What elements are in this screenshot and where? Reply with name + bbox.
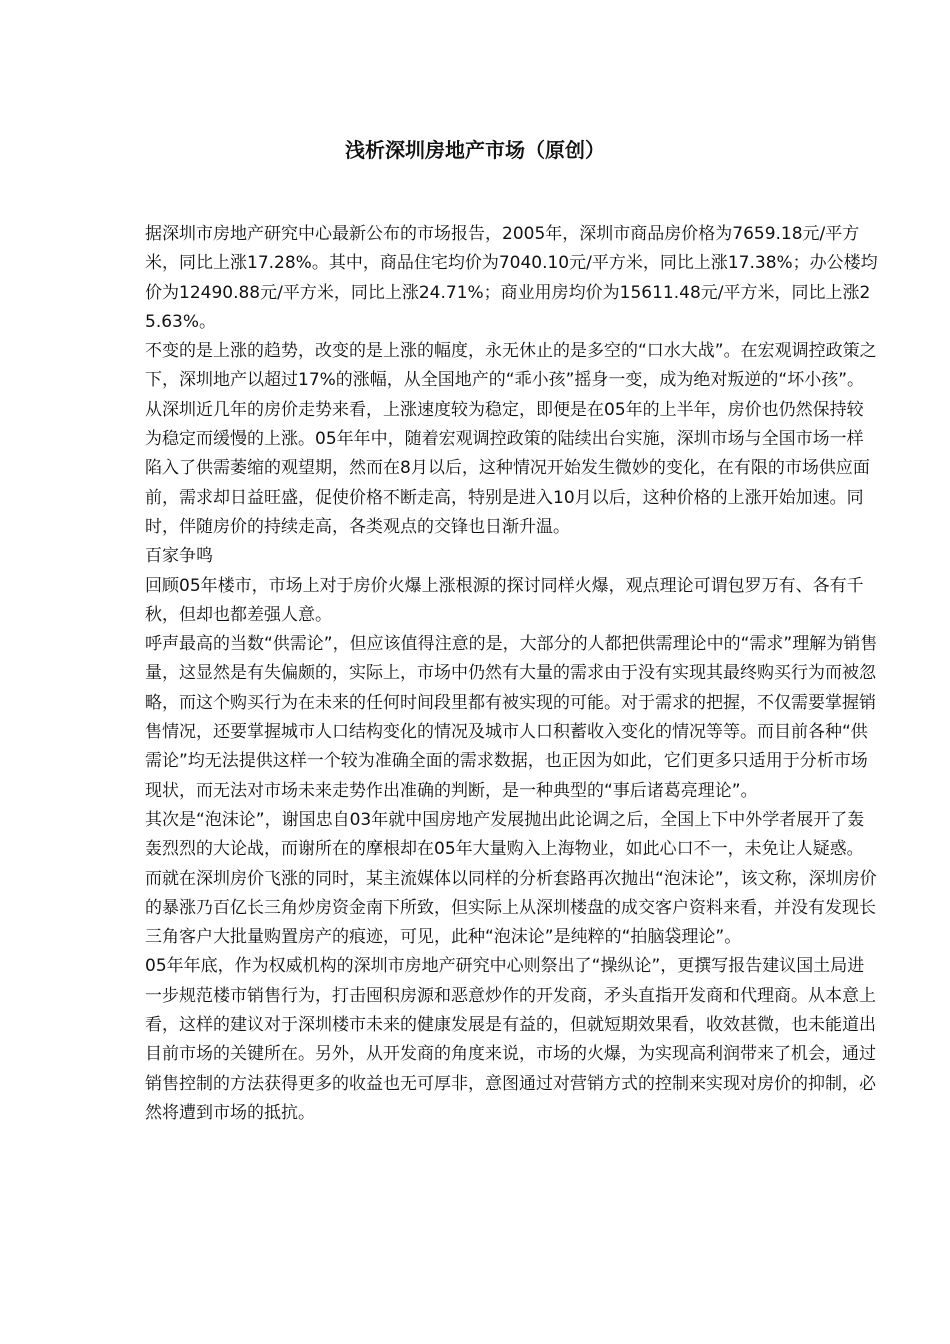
- paragraph: 不变的是上涨的趋势，改变的是上涨的幅度，永无休止的是多空的“口水大战”。在宏观调控政策之下，深圳地产以超过17%的涨幅，从全国地产的“乖小孩”摇身一变，成为绝对叛逆的“坏小孩”。: [145, 341, 877, 391]
- paragraph: 其次是“泡沫论”，谢国忠自03年就中国房地产发展抛出此论调之后，全国上下中外学者展开了轰轰烈烈的大论战，而谢所在的摩根却在05年大量购入上海物业，如此心口不一，未免让人疑惑。而就在深圳房价飞涨的同时，某主流媒体以同样的分析套路再次抛出“泡沫论”，该文称，深圳房价的暴涨乃百亿长三角炒房资金南下所致，但实际上从深圳楼盘的成交客户资料来看，并没有发现长三角客户大批量购置房产的痕迹，可见，此种“泡沫论”是纯粹的“拍脑袋理论”。: [145, 809, 877, 948]
- section-heading: 百家争鸣: [145, 546, 213, 567]
- document-title: 浅析深圳房地产市场（原创）: [345, 138, 605, 162]
- document-body: [145, 220, 880, 1128]
- paragraph: 从深圳近几年的房价走势来看，上涨速度较为稳定，即便是在05年的上半年，房价也仍然保持较为稳定而缓慢的上涨。05年年中，随着宏观调控政策的陆续出台实施，深圳市场与全国市场一样陷入了供需萎缩的观望期，然而在8月以后，这种情况开始发生微妙的变化，在有限的市场供应面前，需求却日益旺盛，促使价格不断走高，特别是进入10月以后，这种价格的上涨开始加速。同时，伴随房价的持续走高，各类观点的交锋也日渐升温。: [145, 399, 870, 537]
- paragraph: 05年年底，作为权威机构的深圳市房地产研究中心则祭出了“操纵论”，更撰写报告建议国土局进一步规范楼市销售行为，打击囤积房源和恶意炒作的开发商，矛头直指开发商和代理商。从本意上看，这样的建议对于深圳楼市未来的健康发展是有益的，但就短期效果看，收效甚微，也未能道出目前市场的关键所在。另外，从开发商的角度来说，市场的火爆，为实现高利润带来了机会，通过销售控制的方法获得更多的收益也无可厚非，意图通过对营销方式的控制来实现对房价的抑制，必然将遭到市场的抵抗。: [145, 956, 876, 1123]
- paragraph: 回顾05年楼市，市场上对于房价火爆上涨根源的探讨同样火爆，观点理论可谓包罗万有、各有千秋，但却也都差强人意。: [145, 575, 864, 625]
- paragraph: 呼声最高的当数“供需论”，但应该值得注意的是，大部分的人都把供需理论中的“需求”理解为销售量，这显然是有失偏颇的，实际上，市场中仍然有大量的需求由于没有实现其最终购买行为而被忽略，而这个购买行为在未来的任何时间段里都有被实现的可能。对于需求的把握，不仅需要掌握销售情况，还要掌握城市人口结构变化的情况及城市人口积蓄收入变化的情况等等。而目前各种“供需论”均无法提供这样一个较为准确全面的需求数据，也正因为如此，它们更多只适用于分析市场现状，而无法对市场未来走势作出准确的判断，是一种典型的“事后诸葛亮理论”。: [145, 634, 878, 801]
- paragraph: 据深圳市房地产研究中心最新公布的市场报告，2005年，深圳市商品房价格为7659.18元/平方米，同比上涨17.28%。其中，商品住宅均价为7040.10元/平方米，同比上涨17.38%；办公楼均价为12490.88元/平方米，同比上涨24.71%；商业用房均价为15611.48元/平方米，同比上涨25.63%。: [145, 224, 878, 332]
